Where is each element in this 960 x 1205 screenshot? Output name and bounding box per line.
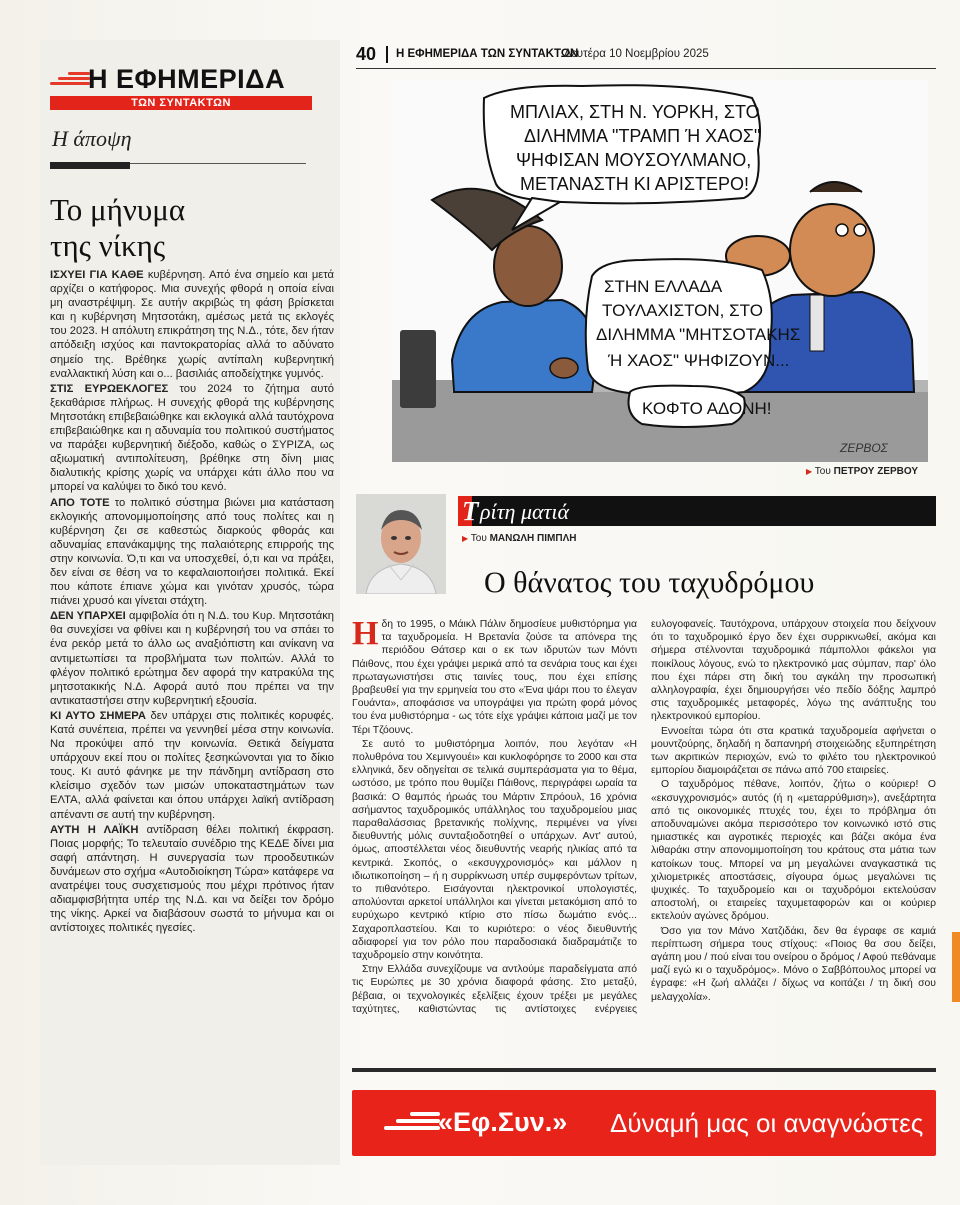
column-paragraph	[352, 615, 637, 737]
header-paper-name: Η ΕΦΗΜΕΡΙΔΑ ΤΩΝ ΣΥΝΤΑΚΤΩΝ	[396, 48, 579, 60]
chair-shape	[400, 330, 436, 408]
drop-cap: Η	[352, 615, 379, 652]
column-byline	[462, 533, 577, 544]
column-paragraph: Σε αυτό το μυθιστόρημα λοιπόν, που λεγόταν «Η πολυθρόνα του Χεμινγουέι» και κυκλοφόρησε το 2000 και στα ελληνικά, δεν οδηγείται σε τελικά συμπεράσματα για το θέμα, ωστόσο, με τρόπο που θυμίζει Πάιθονς, περιγράφει ωραία τα βασικά: Ο θαμπός ήρωάς του Μάρτιν Σπρόουλ, 16 χρόνια ασήμαντος ταχυδρομικός υπάλληλος του ταχυδρομείου μιας παραθαλάσσιας βρετανικής πολίχνης, περιμένει να γίνει διευθυντής μόλις συνταξιοδοτηθεί ο υπάρχων. Αντ' αυτού, όμως, αποστέλλεται νέος διευθυντής νεαρής ηλικίας από τα κεντρικά. Σκοπός, ο «εκσυγχρονισμός» και μάλλον η ιδιωτικοποίηση – ή η συρρίκνωση υπέρ συμφερόντων τρίτων, το πιθανότερο. Εισάγονται ηλεκτρονικοί υπολογιστές, απολύονται αρκετοί υπάλληλοι και γίνεται μετακόμιση από το ευρύχωρο κεντρικό κτίριο στο πίσω δωμάτιο ενός... Σαχαροπλαστείου. Και το κυριότερο: ο νέος διευθυντής αδιαφορεί για τον ρόλο που παραδοσιακά διαδραμάτιζε το ταχυδρομείο στην κοινότητα.	[352, 738, 637, 962]
cartoon-illustration	[392, 80, 928, 462]
paragraph-lead: ΔΕΝ ΥΠΑΡΧΕΙ	[50, 610, 126, 623]
bubble2-line2: ΤΟΥΛΑΧΙΣΤΟΝ, ΣΤΟ	[602, 301, 763, 320]
bubble1-line1: ΜΠΛΙΑΧ, ΣΤΗ Ν. ΥΟΡΚΗ, ΣΤΟ	[510, 102, 760, 122]
paragraph-text: αμφιβολία ότι η Ν.Δ. του Κυρ. Μητσοτάκη θα συνεχίσει να φθίνει και η κυβέρνησή του να σπάει το ένα ρεκόρ μετά το άλλο ως αναξιόπιστη και ανίκανη να αντιμετωπίσει τα προβλήματα των πολιτών. Αλλά το φλέγον πολιτικό ερώτημα δεν αφορά την κατρακύλα της μητσοτακικής Ν.Δ. Αφορά αυτό που πρέπει να την αντικαταστήσει στην κυβερνητική εξουσία.	[50, 610, 335, 707]
paragraph-text: κυβέρνηση. Από ένα σημείο και μετά αρχίζει ο κατήφορος. Μια συνεχής φθορά η οποία είναι μη αναστρέψιμη. Σε αυτήν ακριβώς τη φάση βρίσκεται και η κυβέρνηση Μητσοτάκη, αμέσως μετά τις εκλογές του 2023. Η απόλυτη επικράτηση της Ν.Δ., τότε, δεν ήταν απόδειξη ισχύος και παντοκρατορίας αλλά το αδύνατο σημείο της. Βρέθηκε χωρίς αντίπαλη κυβερνητική εναλλακτική λύση και ο... βασιλιάς αποδείχτηκε γυμνός.	[50, 269, 335, 380]
cartoon-signature: ΖΕΡΒΟΣ	[840, 441, 888, 455]
paragraph-text: αντίδραση θέλει πολιτική έκφραση. Ποιας μορφής; Το τελευταίο συνέδριο της ΚΕΔΕ δίνει μια σαφή απάντηση. Η συνεργασία των προοδευτικών δυνάμεων στο σχήμα «Αυτοδιοίκηση Τώρα» κατάφερε να ανατρέψει τους συσχετισμούς που μέχρι πρότινος ήταν αδιαμφισβήτητα υπέρ της Ν.Δ. και να δείξει τον δρόμο της νίκης. Αρκεί να διαβάσουν σωστά το μήνυμα και οι αντίστοιχες πολιτικές ηγεσίες.	[50, 823, 334, 935]
byline-name: ΜΑΝΩΛΗ ΠΙΜΠΛΗ	[489, 533, 577, 544]
header-date: Δευτέρα 10 Νοεμβρίου 2025	[564, 48, 709, 60]
triangle-icon: ▶	[462, 534, 469, 543]
credit-prefix: Του	[814, 466, 831, 477]
column-banner-name: ρίτη ματιά	[480, 499, 570, 524]
editorial-paragraph	[50, 382, 334, 495]
paragraph-lead: ΑΠΟ ΤΟΤΕ	[50, 496, 110, 509]
section-label: Η άποψη	[52, 126, 132, 151]
page-header	[356, 44, 936, 66]
masthead-title: Η ΕΦΗΜΕΡΙΔΑ	[88, 64, 286, 94]
column-paragraph: Όσο για τον Μάνο Χατζιδάκι, δεν θα έγραφε σε καμιά περίπτωση σήμερα τους στίχους: «Ποιος θα σου δείξει, αγάπη μου / πού είναι του ονείρου ο δρόμος / Αφού πεθάναμε μαζί εγώ κι ο ταχυδρόμος». Μόνο ο Σαββόπουλος μπορεί να έγραφε: «Η ζωή αλλάζει / δίχως να κοιτάζει / τη δική σου μελαγχολία».	[651, 925, 936, 1003]
bubble1-line3: ΨΗΦΙΣΑΝ ΜΟΥΣΟΥΛΜΑΝΟ,	[516, 150, 752, 170]
paragraph-text: δεν υπάρχει στις πολιτικές κορυφές. Κατά συνέπεια, πρέπει να γεννηθεί μέσα στην κοινωνία. Να προκύψει από την κοινωνία. Θετικά δείγματα υπάρχουν εκεί που οι πολίτες ξεσηκώνονται για το δίκιο τους. Κι αυτό φάνηκε με την πάνδημη αντίδραση στο κλείσιμο σχεδόν των μισών υποκαταστημάτων των ΕΛΤΑ, αλλά φαίνεται και όπου υπάρχει λαϊκή αντίδραση απέναντι σε αυτή την κυβέρνηση.	[50, 709, 334, 821]
column-banner	[458, 496, 936, 526]
paragraph-text: το πολιτικό σύστημα βιώνει μια κατάσταση εκλογικής απονομιμοποίησης από τους πολίτες και η κυβέρνηση ζει σε καθεστώς διαρκούς φθοράς και αδυναμίας επανάκαμψης της παλαιότερης επιρροής της στην κοινωνία. Ό,τι και να υποσχεθεί, ό,τι και να πράξει, δεν είναι σε θέση να το κεφαλαιοποιήσει πολιτικά. Εκεί που κάποτε έπιανε χώμα και γινόταν χρυσός, τώρα πιάνει χρυσό και γίνεται στάχτη.	[50, 496, 334, 608]
byline-prefix: Του	[470, 533, 487, 544]
speed-bars-icon	[382, 1112, 442, 1136]
paragraph-text: δη το 1995, ο Μάικλ Πάλιν δημοσίευε μυθιστόρημα για τα ταχυδρομεία. Η Βρετανία ζούσε τα απόνερα της περιόδου Θάτσερ και ο εκ των ιδρυτών των Μόντι Πάιθονς, που έχει γράψει μερικά από τα σενάρια τους και έχει πρωταγωνιστήσει στις ταινίες τους, που έχει επίσης βραβευθεί για την ερμηνεία του στο «Ένα ψάρι που το έλεγαν Γουάντα», αποφάσισε να υπογράψει για πρώτη φορά μόνος του ένα μυθιστόρημα - ως τότε είχε γράψει κάποια μαζί με τον Τέρι Τζόουνς.	[352, 619, 637, 736]
banner-slogan: Δύναμή μας οι αναγνώστες	[610, 1108, 924, 1138]
columnist-photo	[356, 494, 446, 594]
masthead-speed-bars-icon	[48, 72, 92, 90]
column-banner-initial: Τ	[462, 496, 479, 526]
paragraph-lead: ΑΥΤΗ Η ΛΑΪΚΗ	[50, 823, 139, 836]
editorial-title-line-1: Το μήνυμα	[50, 192, 186, 227]
editorial-paragraph	[50, 709, 334, 822]
banner-brand: «Εφ.Συν.»	[438, 1107, 568, 1137]
editorial-column	[40, 40, 340, 1165]
column-paragraph: Στην Ελλάδα συνεχίζουμε να αντλούμε παραδείγματα από τις Ευρώπες με 30 χρόνια διαφορά φάσης. Στο μεταξύ, βέβαια, οι τεχνολογικές εξελίξεις έχουν τρέξει με μεγάλες ταχύτητες, καθιστώντας τις αντίστοιχες ενέργειες ευλογοφανείς. Ταυτόχρονα, υπάρχουν στοιχεία που δείχνουν ότι το ταχυδρομικό έργο δεν έχει συρρικνωθεί, ακόμα και σήμερα στέλνονται ταχυδρομικά πάμπολλοι φάκελοι για ποικίλους λόγους, ενώ το ηλεκτρονικό μας σύμπαν, παρ' όλο που έχει πάρει στη δική του αγκάλη την προσωπική αλληλογραφία, έχει δημιουργήσει νέο πεδίο δόξης λαμπρό στις ταχυδρομικές μεταφορές, λόγω της ανάπτυξης του ηλεκτρονικού εμπορίου.	[352, 619, 936, 1015]
header-divider	[386, 46, 388, 63]
paragraph-text: του 2024 το ζήτημα αυτό ξεκαθάρισε πλήρως. Η συνεχής φθορά της κυβέρνησης Μητσοτάκη επιβεβαιώθηκε και εκλογικά αλλά ταυτόχρονα επιβεβαιώθηκε και η αδυναμία του πολιτικού συστήματος να παράξει κυβερνητική διέξοδο, καθώς ο ΣΥΡΙΖΑ, ως αξιωματική αντιπολίτευση, βρέθηκε στη δίνη μιας διαλυτικής κρίσης χωρίς να υπάρχει κάτι άλλο που να μπορεί να καλύψει το δικό του κενό.	[50, 382, 335, 494]
political-cartoon	[392, 80, 928, 462]
paragraph-lead: ΙΣΧΥΕΙ ΓΙΑ ΚΑΘΕ	[50, 269, 144, 281]
bubble2-line3: ΔΙΛΗΜΜΑ "ΜΗΤΣΟΤΑΚΗΣ	[596, 325, 801, 344]
triangle-icon: ▶	[806, 467, 813, 476]
column-body	[352, 615, 936, 1060]
column-paragraph: Ο ταχυδρόμος πέθανε, λοιπόν, ζήτω ο κούριερ! Ο «εκσυγχρονισμός» αυτός (ή η «μεταρρύθμιση»), ανεξάρτητα από τις οικονομικές πτυχές του, έχει το πρόβλημα ότι αποδυναμώνει ακόμα περισσότερο τον κοινωνικό ιστό στις ημιαστικές και αγροτικές περιοχές και βάζει ακόμα ένα λιθαράκι στην απονομιμοποίηση του κράτους στα μάτια των κατοίκων τους. Μπορεί να μη μεγαλώνει αναγκαστικά τις χιλιομετρικές αποστάσεις, σίγουρα όμως μεγαλώνει τις ψυχικές. Το ταχυδρομείο και οι ταχυδρόμοι εκτελούσαν αποστολή, οι εταιρείες ταχυμεταφορών και οι κούριερ εκτελούν αγώνες δρόμου.	[651, 779, 936, 923]
editorial-paragraph	[50, 823, 334, 936]
editorial-title	[50, 192, 330, 264]
right-figure-head	[790, 204, 874, 296]
bottom-separator	[352, 1068, 936, 1072]
editorial-paragraph	[50, 609, 334, 708]
editorial-paragraph	[50, 496, 334, 609]
page-number: 40	[356, 44, 377, 64]
column-title: Ο θάνατος του ταχυδρόμου	[484, 566, 815, 599]
masthead	[48, 64, 312, 112]
bubble2-line1: ΣΤΗΝ ΕΛΛΑΔΑ	[604, 277, 723, 296]
page-edge-marker	[952, 932, 960, 1002]
paragraph-lead: ΚΙ ΑΥΤΟ ΣΗΜΕΡΑ	[50, 709, 146, 722]
promo-banner	[352, 1090, 936, 1156]
editorial-title-line-2: της νίκης	[50, 228, 166, 263]
section-rule-accent	[50, 162, 130, 169]
bubble3-text: ΚΟΦΤΟ ΑΔΟΝΗ!	[642, 399, 772, 418]
editorial-body	[50, 268, 334, 936]
bubble1-line4: ΜΕΤΑΝΑΣΤΗ ΚΙ ΑΡΙΣΤΕΡΟ!	[520, 174, 749, 194]
editorial-paragraph	[50, 268, 334, 381]
columnist-portrait	[356, 494, 446, 594]
bubble1-line2: ΔΙΛΗΜΜΑ "ΤΡΑΜΠ Ή ΧΑΟΣ"	[524, 126, 761, 146]
masthead-subtitle: ΤΩΝ ΣΥΝΤΑΚΤΩΝ	[50, 96, 312, 110]
paragraph-lead: ΣΤΙΣ ΕΥΡΩΕΚΛΟΓΕΣ	[50, 382, 169, 395]
credit-name: ΠΕΤΡΟΥ ΖΕΡΒΟΥ	[833, 466, 919, 477]
header-rule	[356, 68, 936, 69]
column-paragraph: Εννοείται τώρα ότι στα κρατικά ταχυδρομεία αφήνεται ο μουντζούρης, δηλαδή η δαπανηρή στοιχειώδης εξυπηρέτηση των ακριτικών περιοχών, ενώ το φιλέτο του ηλεκτρονικού εμπορίου διαμοιράζεται σε πάνω από 700 εταιρείες.	[651, 725, 936, 777]
cartoon-credit	[806, 466, 918, 477]
bubble2-line4: Ή ΧΑΟΣ" ΨΗΦΙΖΟΥΝ...	[608, 351, 790, 370]
